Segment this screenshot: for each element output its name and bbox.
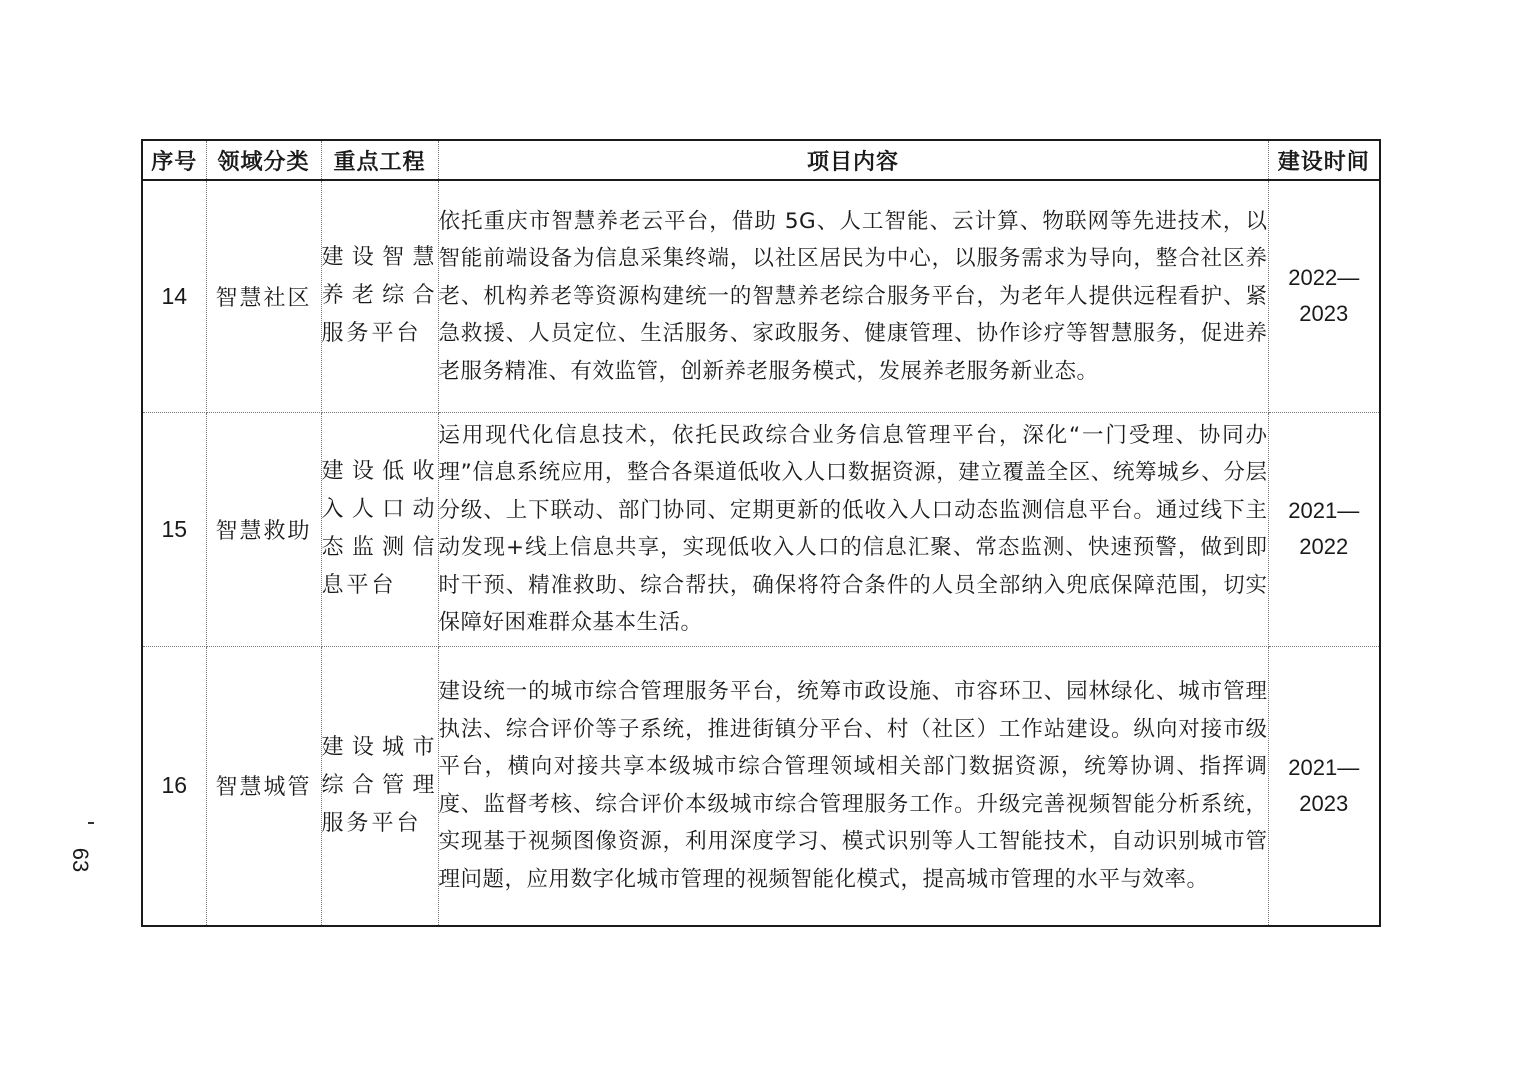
- table-row: [142, 412, 1380, 646]
- row-construction-period: [1268, 646, 1380, 926]
- period-end: 2023: [1299, 790, 1349, 816]
- row-construction-period: [1268, 180, 1380, 412]
- row-key-project: 建设智慧养老综合服务平台: [321, 180, 438, 412]
- page-number: 63: [68, 847, 93, 873]
- row-serial-number: 14: [142, 180, 206, 412]
- row-domain-category: 智慧城管: [206, 646, 321, 926]
- period-end: 2022: [1299, 534, 1349, 559]
- row-domain-category: 智慧救助: [206, 412, 321, 646]
- row-project-content: 依托重庆市智慧养老云平台，借助 5G、人工智能、云计算、物联网等先进技术，以智能前端设备为信息采集终端，以社区居民为中心，以服务需求为导向，整合社区养老、机构养老等资源构建统一的智慧养老综合服务平台，为老年人提供远程看护、紧急救援、人员定位、生活服务、家政服务、健康管理、协作诊疗等智慧服务，促进养老服务精准、有效监管，创新养老服务模式，发展养老服务新业态。: [438, 180, 1268, 412]
- page-number-dash: [88, 822, 94, 824]
- header-project-content: 项目内容: [438, 140, 1268, 180]
- period-start: 2021—: [1288, 754, 1360, 780]
- row-project-content: 运用现代化信息技术，依托民政综合业务信息管理平台，深化“一门受理、协同办理”信息系统应用，整合各渠道低收入人口数据资源，建立覆盖全区、统筹城乡、分层分级、上下联动、部门协同、定期更新的低收入人口动态监测信息平台。通过线下主动发现+线上信息共享，实现低收入人口的信息汇聚、常态监测、快速预警，做到即时干预、精准救助、综合帮扶，确保将符合条件的人员全部纳入兜底保障范围，切实保障好困难群众基本生活。: [438, 412, 1268, 646]
- row-key-project: 建设城市综合管理服务平台: [321, 646, 438, 926]
- period-start: 2022—: [1288, 265, 1360, 291]
- table-row: [142, 646, 1380, 926]
- header-construction-period: 建设时间: [1268, 140, 1380, 180]
- table-header-row: [142, 140, 1380, 180]
- table-row: [142, 180, 1380, 412]
- row-serial-number: 15: [142, 412, 206, 646]
- row-domain-category: 智慧社区: [206, 180, 321, 412]
- header-domain-category: 领域分类: [206, 140, 321, 180]
- row-key-project: 建设低收入人口动态监测信息平台: [321, 412, 438, 646]
- row-construction-period: [1268, 412, 1380, 646]
- period-start: 2021—: [1288, 498, 1360, 523]
- header-serial-number: 序号: [142, 140, 206, 180]
- project-table: [141, 139, 1381, 927]
- row-project-content: 建设统一的城市综合管理服务平台，统筹市政设施、市容环卫、园林绿化、城市管理执法、综合评价等子系统，推进街镇分平台、村（社区）工作站建设。纵向对接市级平台，横向对接共享本级城市综合管理领域相关部门数据资源，统筹协调、指挥调度、监督考核、综合评价本级城市综合管理服务工作。升级完善视频智能分析系统，实现基于视频图像资源，利用深度学习、模式识别等人工智能技术，自动识别城市管理问题，应用数字化城市管理的视频智能化模式，提高城市管理的水平与效率。: [438, 646, 1268, 926]
- header-key-project: 重点工程: [321, 140, 438, 180]
- row-serial-number: 16: [142, 646, 206, 926]
- period-end: 2023: [1299, 301, 1349, 327]
